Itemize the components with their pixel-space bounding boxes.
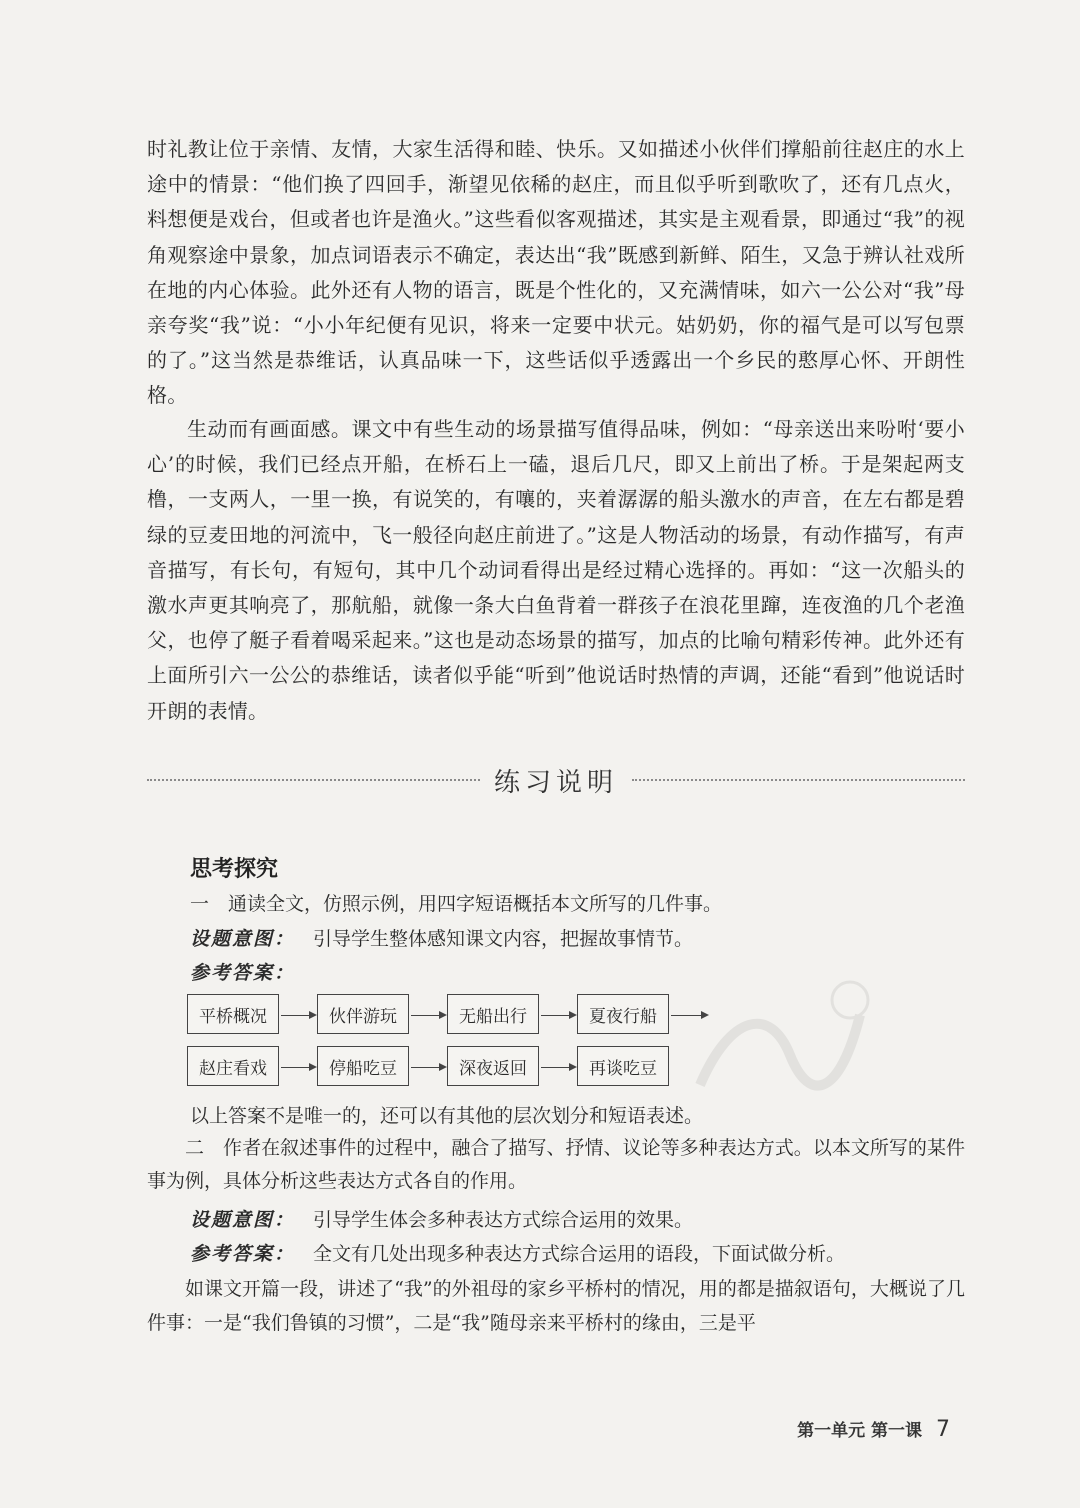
body-paragraph-2: 生动而有画面感。课文中有些生动的场景描写值得品味，例如：“母亲送出来吩咐‘要小心’的时候，我们已经点开船，在桥石上一磕，退后几尺，即又上前出了桥。于是架起两支橹，一支两人，一里一换，有说笑的，有嚷的，夹着潺潺的船头激水的声音，在左右都是碧绿的豆麦田地的河流中，飞一般径向赵庄前进了。”这是人物活动的场景，有动作描写，有声音描写，有长句，有短句，其中几个动词看得出是经过精心选择的。再如：“这一次船头的激水声更其响亮了，那航船，就像一条大白鱼背着一群孩子在浪花里蹿，连夜渔的几个老渔父，也停了艇子看着喝采起来。”这也是动态场景的描写，加点的比喻句精彩传神。此外还有上面所引六一公公的恭维话，读者似乎能“听到”他说话时热情的声调，还能“看到”他说话时开朗的表情。 bbox=[147, 417, 965, 723]
subsection-heading: 思考探究 bbox=[190, 857, 279, 882]
flow-box: 深夜返回 bbox=[447, 1046, 539, 1086]
flow-box: 平桥概况 bbox=[187, 994, 279, 1034]
flow-box: 无船出行 bbox=[447, 994, 539, 1034]
arrow-icon bbox=[411, 1067, 445, 1068]
question-1-intent bbox=[190, 922, 693, 956]
flow-box: 停船吃豆 bbox=[317, 1046, 409, 1086]
answer-label: 参考答案： bbox=[190, 1243, 296, 1265]
answer-label: 参考答案： bbox=[190, 962, 296, 984]
flow-box: 再谈吃豆 bbox=[577, 1046, 669, 1086]
arrow-icon bbox=[281, 1067, 315, 1068]
arrow-icon bbox=[411, 1015, 445, 1016]
question-2: 二 作者在叙述事件的过程中，融合了描写、抒情、议论等多种表达方式。以本文所写的某件事为例，具体分析这些表达方式各自的作用。 bbox=[147, 1137, 965, 1192]
page-number: 7 bbox=[936, 1417, 950, 1442]
page-footer bbox=[797, 1416, 950, 1442]
section-divider bbox=[147, 758, 965, 802]
answer-text: 全文有几处出现多种表达方式综合运用的语段，下面试做分析。 bbox=[313, 1243, 846, 1265]
flow-box: 夏夜行船 bbox=[577, 994, 669, 1034]
flow-box: 赵庄看戏 bbox=[187, 1046, 279, 1086]
answer-paragraph: 如课文开篇一段，讲述了“我”的外祖母的家乡平桥村的情况，用的都是描叙语句，大概说了几件事：一是“我们鲁镇的习惯”，二是“我”随母亲来平桥村的缘由，三是平 bbox=[147, 1278, 965, 1334]
intent-label: 设题意图： bbox=[190, 1209, 296, 1231]
intent-text: 引导学生整体感知课文内容，把握故事情节。 bbox=[313, 928, 694, 950]
arrow-icon bbox=[281, 1015, 315, 1016]
unit-label: 第一单元 第一课 bbox=[797, 1421, 922, 1441]
arrow-icon bbox=[541, 1067, 575, 1068]
section-title: 练习说明 bbox=[494, 767, 619, 798]
question-1: 一 通读全文，仿照示例，用四字短语概括本文所写的几件事。 bbox=[190, 893, 723, 915]
question-2-intent bbox=[190, 1203, 693, 1237]
flow-box: 伙伴游玩 bbox=[317, 994, 409, 1034]
intent-text: 引导学生体会多种表达方式综合运用的效果。 bbox=[313, 1209, 694, 1231]
question-2-answer bbox=[190, 1237, 845, 1271]
watermark-icon bbox=[690, 975, 870, 1115]
answer-note: 以上答案不是唯一的，还可以有其他的层次划分和短语表述。 bbox=[190, 1105, 704, 1127]
divider-dots-left bbox=[147, 779, 480, 781]
question-1-answer-label bbox=[190, 956, 313, 990]
flowchart bbox=[187, 994, 747, 1094]
body-paragraph-1: 时礼教让位于亲情、友情，大家生活得和睦、快乐。又如描述小伙伴们撑船前往赵庄的水上途中的情景：“他们换了四回手，渐望见依稀的赵庄，而且似乎听到歌吹了，还有几点火，料想便是戏台，但或者也许是渔火。”这些看似客观描述，其实是主观看景，即通过“我”的视角观察途中景象，加点词语表示不确定，表达出“我”既感到新鲜、陌生，又急于辨认社戏所在地的内心体验。此外还有人物的语言，既是个性化的，又充满情味，如六一公公对“我”母亲夸奖“我”说：“小小年纪便有见识，将来一定要中状元。姑奶奶，你的福气是可以写包票的了。”这当然是恭维话，认真品味一下，这些话似乎透露出一个乡民的憨厚心怀、开朗性格。 bbox=[147, 137, 965, 408]
divider-dots-right bbox=[632, 779, 965, 781]
intent-label: 设题意图： bbox=[190, 928, 296, 950]
arrow-icon bbox=[541, 1015, 575, 1016]
